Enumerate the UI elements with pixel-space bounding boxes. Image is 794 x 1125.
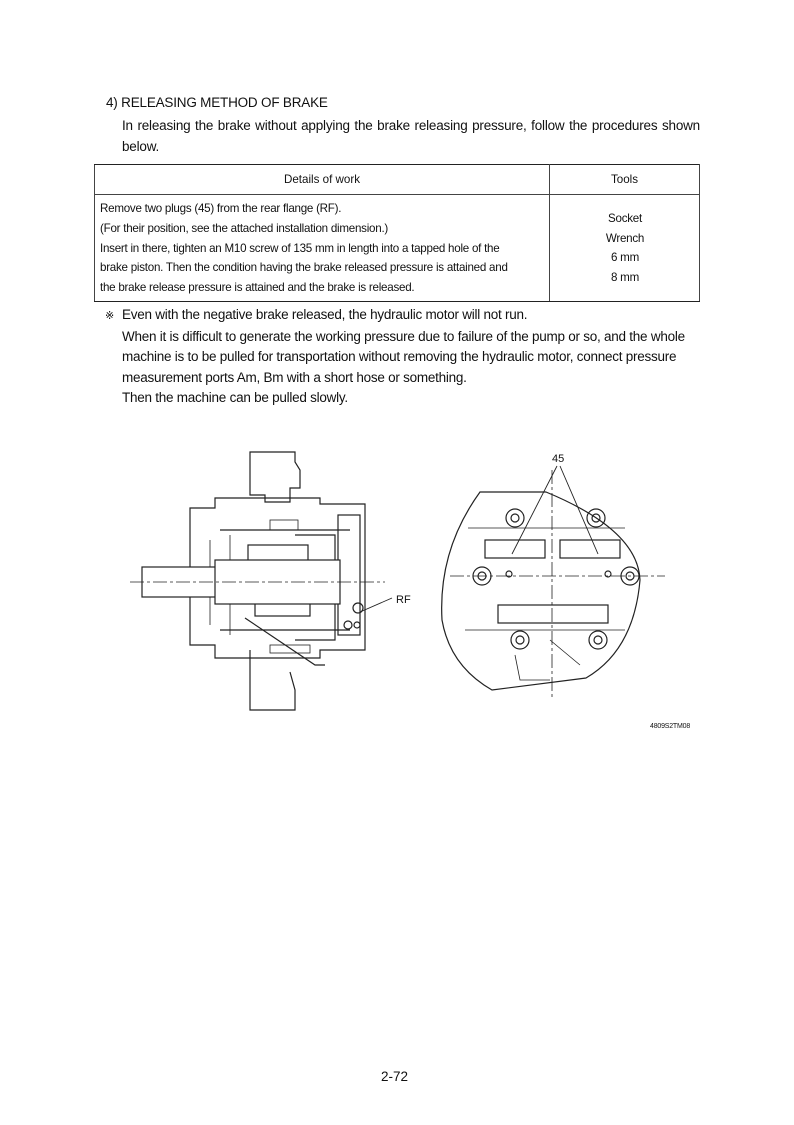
note-line: machine is to be pulled for transportation without removing the hydraulic motor, connect pressure bbox=[122, 349, 677, 364]
tools-cell bbox=[550, 195, 700, 302]
details-line: Remove two plugs (45) from the rear flange (RF). bbox=[100, 202, 342, 215]
plug-45-label: 45 bbox=[552, 453, 565, 465]
figure-caption: 4809S2TM08 bbox=[650, 723, 691, 730]
brake-diagram bbox=[120, 440, 680, 720]
header-tools: Tools bbox=[550, 165, 700, 195]
table-header-row bbox=[95, 165, 700, 195]
details-cell bbox=[95, 195, 550, 302]
note-line: measurement ports Am, Bm with a short hose or something. bbox=[122, 369, 467, 385]
note-first-line bbox=[105, 305, 700, 327]
details-line: brake piston. Then the condition having the brake released pressure is attained and bbox=[100, 261, 508, 275]
reference-mark-icon: ※ bbox=[105, 310, 114, 322]
table-row bbox=[95, 195, 700, 302]
rf-label: RF bbox=[396, 594, 411, 606]
tool-item: 6 mm bbox=[611, 251, 639, 265]
tool-item: 8 mm bbox=[611, 271, 639, 285]
tool-item: Socket bbox=[608, 211, 642, 225]
note-line: Then the machine can be pulled slowly. bbox=[122, 390, 348, 405]
details-line: (For their position, see the attached installation dimension.) bbox=[100, 221, 389, 235]
section-heading: 4) RELEASING METHOD OF BRAKE bbox=[106, 95, 328, 110]
work-table bbox=[94, 164, 700, 302]
rear-flange-end-view bbox=[442, 492, 640, 690]
note-first-text: Even with the negative brake released, the hydraulic motor will not run. bbox=[122, 307, 528, 322]
label-45-leaders bbox=[512, 466, 598, 554]
intro-paragraph: In releasing the brake without applying the brake releasing pressure, follow the procedures shown below. bbox=[122, 118, 700, 154]
details-line: the brake release pressure is attained and the brake is released. bbox=[100, 281, 415, 295]
note-line: When it is difficult to generate the working pressure due to failure of the pump or so, and the whole bbox=[122, 328, 685, 344]
details-line: Insert in there, tighten an M10 screw of 135 mm in length into a tapped hole of the bbox=[100, 241, 500, 255]
header-details-of-work: Details of work bbox=[95, 165, 550, 195]
page-number: 2-72 bbox=[381, 1069, 409, 1084]
note-block bbox=[105, 305, 700, 409]
tool-item: Wrench bbox=[605, 231, 645, 245]
